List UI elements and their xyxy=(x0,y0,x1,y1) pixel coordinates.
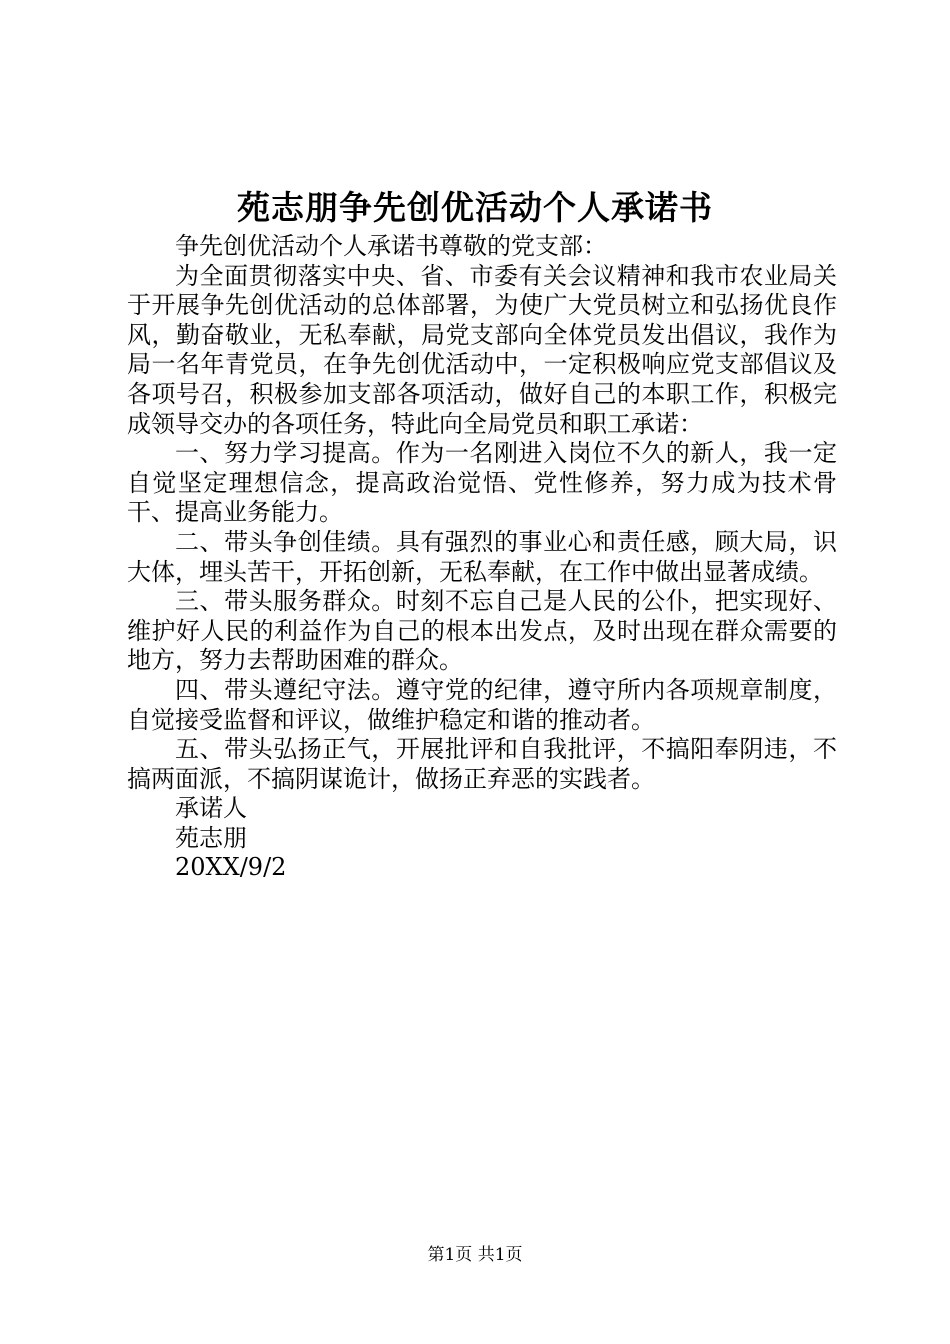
commitment-item-3: 三、带头服务群众。时刻不忘自己是人民的公仆，把实现好、维护好人民的利益作为自己的根本出发点，及时出现在群众需要的地方，努力去帮助困难的群众。 xyxy=(127,587,837,675)
salutation-paragraph: 争先创优活动个人承诺书尊敬的党支部： xyxy=(175,232,607,260)
commitment-item-2: 二、带头争创佳绩。具有强烈的事业心和责任感，顾大局，识大体，埋头苦干，开拓创新，无私奉献，在工作中做出显著成绩。 xyxy=(127,527,837,586)
signature-block xyxy=(127,794,837,883)
commitment-item-1: 一、努力学习提高。作为一名刚进入岗位不久的新人，我一定自觉坚定理想信念，提高政治觉悟、党性修养，努力成为技术骨干、提高业务能力。 xyxy=(127,439,837,527)
commitment-item-5: 五、带头弘扬正气，开展批评和自我批评，不搞阳奉阴违，不搞两面派，不搞阴谋诡计，做扬正弃恶的实践者。 xyxy=(127,735,837,793)
document-body xyxy=(127,232,837,883)
intro-paragraph: 为全面贯彻落实中央、省、市委有关会议精神和我市农业局关于开展争先创优活动的总体部署，为使广大党员树立和弘扬优良作风，勤奋敬业，无私奉献，局党支部向全体党员发出倡议，我作为局一名年青党员，在争先创优活动中，一定积极响应党支部倡议及各项号召，积极参加支部各项活动，做好自己的本职工作，积极完成领导交办的各项任务，特此向全局党员和职工承诺： xyxy=(127,261,837,438)
signature-date: 20XX/9/2 xyxy=(175,853,287,882)
commitment-item-4: 四、带头遵纪守法。遵守党的纪律，遵守所内各项规章制度，自觉接受监督和评议，做维护稳定和谐的推动者。 xyxy=(127,675,837,734)
page-footer: 第1页 共1页 xyxy=(427,1245,523,1265)
document-title: 苑志朋争先创优活动个人承诺书 xyxy=(237,188,713,227)
signature-label: 承诺人 xyxy=(175,794,247,823)
signature-name: 苑志朋 xyxy=(175,823,247,852)
